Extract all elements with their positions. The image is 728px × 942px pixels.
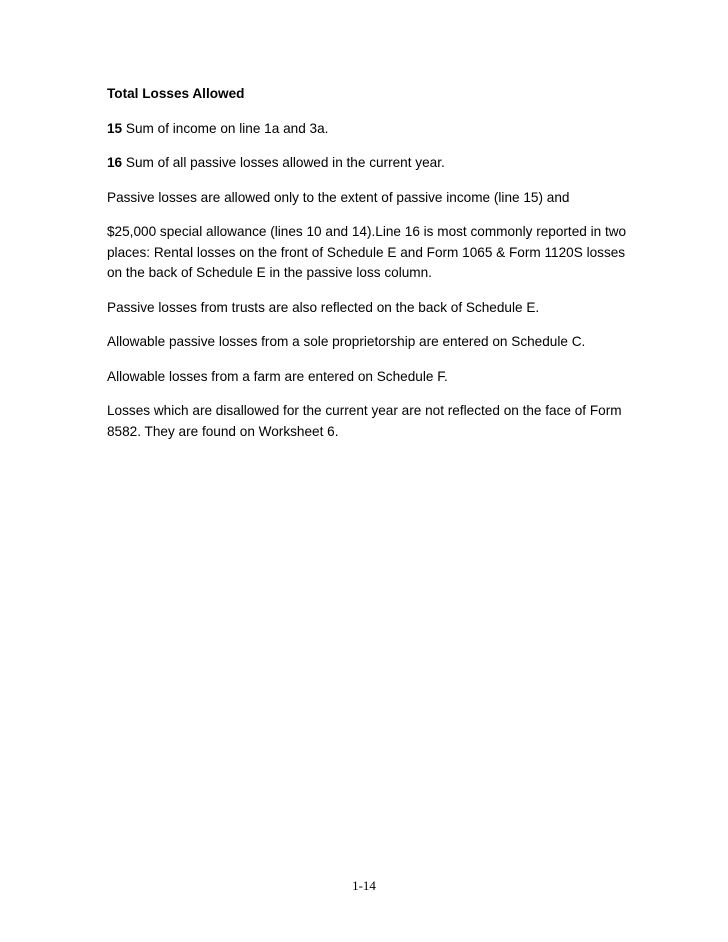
line-number-16: 16 [107,155,123,170]
paragraph-special-allowance: $25,000 special allowance (lines 10 and 14).Line 16 is most commonly reported in two places: Rental losses on the front of Schedule E and Form 1065 & Form 1120S losses on the back of Schedule E in the passive loss column. [107,224,627,280]
paragraph-farm: Allowable losses from a farm are entered on Schedule F. [107,368,448,384]
paragraph-trusts: Passive losses from trusts are also reflected on the back of Schedule E. [107,299,540,315]
section-heading: Total Losses Allowed [107,86,245,101]
page-number: 1-14 [352,878,376,893]
document-body [107,84,627,456]
line-16-description [107,153,627,174]
paragraph-sole-proprietorship: Allowable passive losses from a sole proprietorship are entered on Schedule C. [107,334,586,349]
line-15-text: Sum of income on line 1a and 3a. [122,120,329,136]
line-number-15: 15 [107,120,123,136]
line-16-text: Sum of all passive losses allowed in the current year. [122,155,445,170]
paragraph-passive-income-limit: Passive losses are allowed only to the extent of passive income (line 15) and [107,189,570,205]
line-15-description [107,119,627,140]
paragraph-disallowed-losses: Losses which are disallowed for the current year are not reflected on the face of Form 8582. They are found on Worksheet 6. [107,403,622,439]
